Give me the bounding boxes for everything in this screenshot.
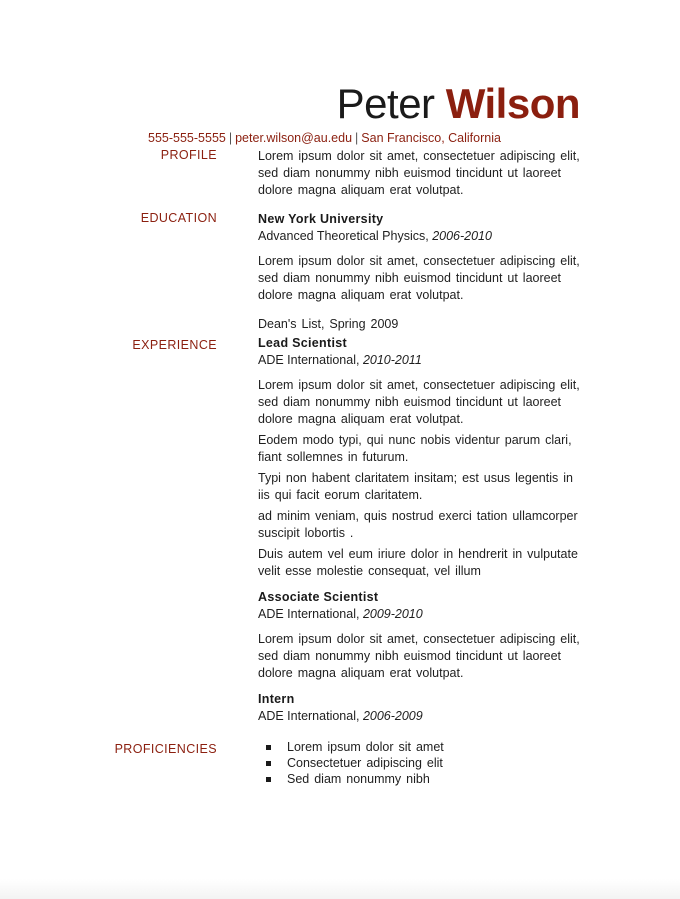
bullet-icon: [266, 777, 271, 782]
resume-name: [337, 78, 580, 130]
job-company: ADE International,: [258, 709, 360, 723]
job-dates: 2006-2009: [362, 709, 423, 723]
job-paragraph: Eodem modo typi, qui nunc nobis videntur parum clari, fiant sollemnes in futurum.: [258, 433, 572, 464]
proficiency-text: Sed diam nonummy nibh: [287, 772, 430, 786]
education-description: Lorem ipsum dolor sit amet, consectetuer adipiscing elit, sed diam nonummy nibh euismod tincidunt ut laoreet dolore magna aliquam erat volutpat.: [258, 254, 580, 302]
job-company-line: [258, 708, 583, 725]
education-section: [258, 211, 583, 333]
job-dates: 2010-2011: [362, 353, 422, 367]
job-company-line: [258, 352, 583, 369]
job-entry: [258, 335, 583, 580]
proficiency-text: Consectetuer adipiscing elit: [287, 756, 443, 770]
job-company: ADE International,: [258, 353, 360, 367]
bullet-icon: [266, 745, 271, 750]
contact-separator: |: [355, 131, 359, 145]
last-name: Wilson: [445, 80, 580, 127]
job-paragraph: ad minim veniam, quis nostrud exerci tation ullamcorper suscipit lobortis .: [258, 509, 578, 540]
job-title: Lead Scientist: [258, 336, 347, 350]
page-bottom-shade: [0, 879, 680, 899]
profile-section: [258, 148, 583, 199]
job-company-line: [258, 606, 583, 623]
degree: Advanced Theoretical Physics,: [258, 229, 429, 243]
job-paragraph: Lorem ipsum dolor sit amet, consectetuer adipiscing elit, sed diam nonummy nibh euismod tincidunt ut laoreet dolore magna aliquam erat volutpat.: [258, 378, 580, 426]
job-dates: 2009-2010: [362, 607, 423, 621]
profile-text: Lorem ipsum dolor sit amet, consectetuer adipiscing elit, sed diam nonummy nibh euismod tincidunt ut laoreet dolore magna aliquam erat volutpat.: [258, 149, 580, 197]
job-paragraph: Typi non habent claritatem insitam; est usus legentis in iis qui facit eorum claritatem.: [258, 471, 573, 502]
section-label-profile: PROFILE: [160, 148, 217, 162]
job-company: ADE International,: [258, 607, 360, 621]
first-name: Peter: [336, 80, 435, 127]
bullet-icon: [266, 761, 271, 766]
proficiency-text: Lorem ipsum dolor sit amet: [287, 740, 444, 754]
job-entry: [258, 589, 583, 682]
contact-separator: |: [228, 131, 233, 145]
list-item: [258, 771, 444, 787]
list-item: [258, 739, 444, 755]
section-label-education: EDUCATION: [140, 211, 217, 225]
degree-line: [258, 228, 583, 245]
job-title: Intern: [258, 692, 295, 706]
contact-line: [148, 131, 501, 145]
school-name: New York University: [258, 212, 384, 226]
section-label-experience: EXPERIENCE: [132, 338, 217, 352]
job-title: Associate Scientist: [258, 590, 379, 604]
job-entry: [258, 691, 583, 725]
job-paragraph: Duis autem vel eum iriure dolor in hendrerit in vulputate velit esse molestie consequat, vel illum: [258, 547, 578, 578]
job-paragraph: Lorem ipsum dolor sit amet, consectetuer adipiscing elit, sed diam nonummy nibh euismod tincidunt ut laoreet dolore magna aliquam erat volutpat.: [258, 632, 580, 680]
section-label-proficiencies: PROFICIENCIES: [114, 742, 217, 756]
email-address: peter.wilson@au.edu: [235, 131, 353, 145]
education-dates: 2006-2010: [432, 229, 492, 243]
location: San Francisco, California: [361, 131, 501, 145]
education-honor: Dean's List, Spring 2009: [258, 317, 399, 331]
phone-number: 555-555-5555: [148, 131, 226, 145]
list-item: [258, 755, 444, 771]
proficiencies-list: [258, 739, 444, 787]
